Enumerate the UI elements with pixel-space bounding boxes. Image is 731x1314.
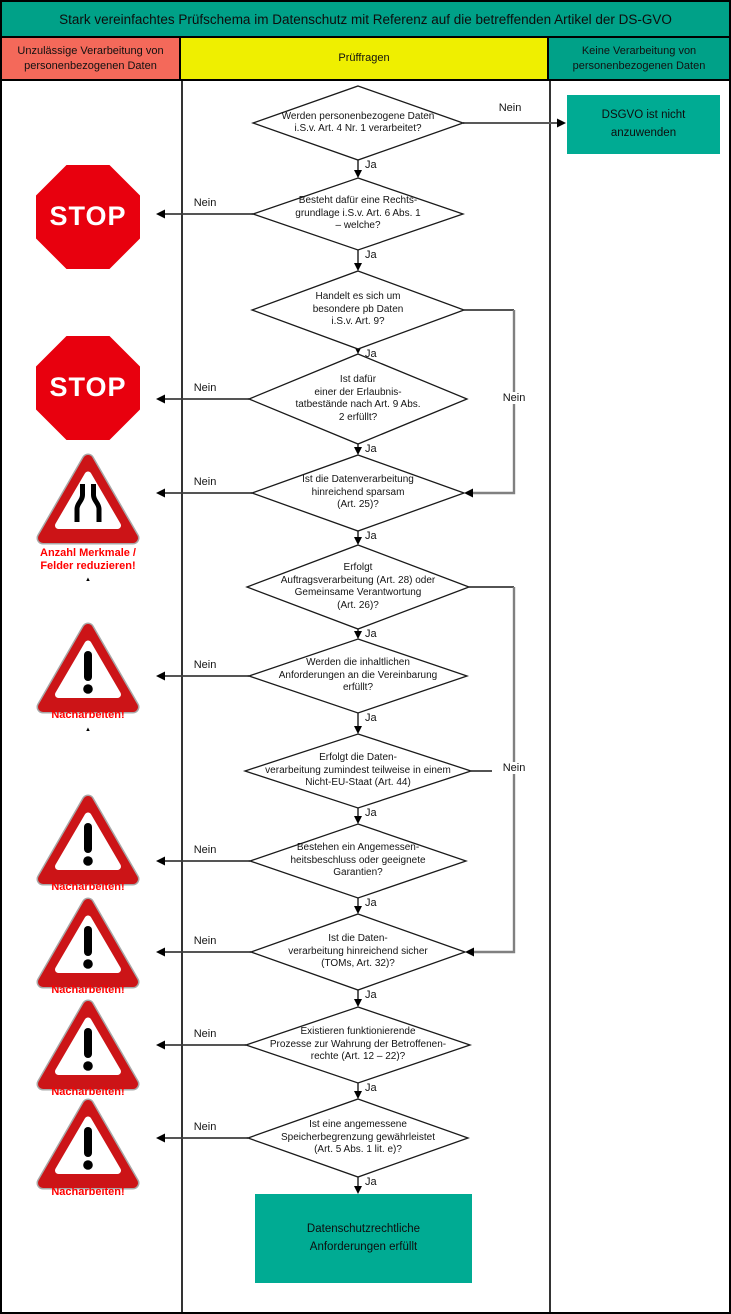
decision-diamond-q2 bbox=[253, 178, 463, 250]
text-line: Existieren funktionierende bbox=[300, 1026, 416, 1038]
terminal-dsgvo-line1: DSGVO ist nicht bbox=[601, 109, 686, 122]
spine-arrowhead bbox=[354, 170, 362, 178]
terminal-requirements-fulfilled bbox=[255, 1194, 472, 1283]
text-line: heitsbeschluss oder geeignete bbox=[290, 854, 426, 866]
column-header-right-line2: personenbezogenen Daten bbox=[572, 59, 706, 72]
decision-diamond-q3 bbox=[252, 271, 464, 349]
page-title: Stark vereinfachtes Prüfschema im Datenschutz mit Referenz auf die betreffenden Artikel der DS-GVO bbox=[2, 2, 729, 38]
text-line: Handelt es sich um bbox=[315, 291, 401, 303]
text-line: Ist die Daten- bbox=[328, 933, 388, 945]
ja-label-q2: Ja bbox=[365, 249, 377, 261]
text-line: Erfolgt bbox=[343, 562, 373, 573]
text-line: Anzahl Merkmale / bbox=[40, 547, 136, 559]
decision-diamond-q6 bbox=[247, 545, 469, 629]
text-line: Prozesse zur Wahrung der Betroffenen- bbox=[269, 1038, 447, 1050]
text-line: i.S.v. Art. 4 Nr. 1 verarbeitet? bbox=[294, 123, 422, 134]
text-line: Nacharbeiten! bbox=[51, 709, 125, 721]
column-header-middle: Prüffragen bbox=[181, 38, 549, 81]
spine-arrowhead bbox=[354, 263, 362, 271]
nein-label-bypass2: Nein bbox=[492, 762, 536, 774]
text-line: Garantien? bbox=[333, 867, 383, 879]
text-line: Gemeinsame Verantwortung bbox=[294, 587, 422, 598]
exclamation-icon-dot bbox=[83, 856, 93, 866]
decision-diamond-q9 bbox=[250, 824, 466, 898]
text-line: Werden die inhaltlichen bbox=[306, 657, 410, 669]
column-header-right-line1: Keine Verarbeitung von bbox=[581, 45, 697, 58]
terminal-fulfilled-line1: Datenschutzrechtliche bbox=[306, 1223, 421, 1236]
text-line: besondere pb Daten bbox=[312, 303, 404, 315]
text-line: Ist die Datenverarbeitung bbox=[302, 474, 414, 486]
ja-label-q11: Ja bbox=[365, 1082, 377, 1094]
spine-arrowhead bbox=[354, 906, 362, 914]
terminal-dsgvo-line2: anzuwenden bbox=[610, 126, 677, 139]
ja-label-q9: Ja bbox=[365, 897, 377, 909]
decision-diamond-q8 bbox=[245, 734, 471, 808]
text-line: 2 erfüllt? bbox=[338, 411, 378, 423]
q1-nein-arrowhead bbox=[557, 119, 566, 128]
sign-caption bbox=[3, 881, 173, 894]
column-header-left-line2: personenbezogenen Daten bbox=[24, 59, 157, 72]
nein-label-bypass1: Nein bbox=[492, 392, 536, 404]
text-line: erfüllt? bbox=[342, 682, 373, 694]
spine-arrowhead bbox=[354, 631, 362, 639]
spine-arrowhead bbox=[354, 537, 362, 545]
nein-label-q10: Nein bbox=[193, 935, 217, 947]
tiny-marker: ▲ bbox=[85, 727, 91, 733]
text-line: tatbestände nach Art. 9 Abs. bbox=[295, 399, 421, 410]
exclamation-icon-dot bbox=[83, 1061, 93, 1071]
exclamation-icon-dot bbox=[83, 959, 93, 969]
spine-arrowhead bbox=[354, 726, 362, 734]
sign-caption bbox=[3, 547, 173, 573]
decision-diamond-q12 bbox=[248, 1099, 468, 1177]
ja-label-q4: Ja bbox=[365, 443, 377, 455]
nein-label-q9: Nein bbox=[193, 844, 217, 856]
text-line: Nacharbeiten! bbox=[51, 1086, 125, 1098]
nein-arrowhead-q10 bbox=[156, 948, 165, 957]
decision-diamond-q1 bbox=[253, 86, 463, 160]
text-line: Erfolgt die Daten- bbox=[319, 752, 397, 764]
text-line: Ist eine angemessene bbox=[309, 1119, 407, 1131]
text-line: (TOMs, Art. 32)? bbox=[321, 958, 395, 970]
decision-diamond-q7 bbox=[249, 639, 467, 713]
nein-arrowhead-q7 bbox=[156, 672, 165, 681]
text-line: Bestehen ein Angemessen- bbox=[296, 842, 420, 854]
spine-arrowhead bbox=[354, 1186, 362, 1194]
decision-diamond-q10 bbox=[251, 914, 465, 990]
nein-label-q11: Nein bbox=[193, 1028, 217, 1040]
text-line: Auftragsverarbeitung (Art. 28) oder bbox=[280, 574, 436, 586]
nein-arrowhead-q5 bbox=[156, 489, 165, 498]
nein-label-q2: Nein bbox=[193, 197, 217, 209]
terminal-dsgvo-not-applicable bbox=[567, 95, 720, 154]
tiny-marker: ▲ bbox=[85, 577, 91, 583]
text-line: – welche? bbox=[335, 220, 381, 232]
sign-caption bbox=[3, 1186, 173, 1199]
nein-arrowhead-q11 bbox=[156, 1041, 165, 1050]
text-line: Besteht dafür eine Rechts- bbox=[298, 195, 418, 207]
decision-diamond-q4 bbox=[249, 354, 467, 444]
nein-arrowhead-q4 bbox=[156, 395, 165, 404]
ja-label-q3: Ja bbox=[365, 348, 377, 360]
exclamation-icon-dot bbox=[83, 1160, 93, 1170]
nein-label-q4: Nein bbox=[193, 382, 217, 394]
text-line: hinreichend sparsam bbox=[311, 486, 405, 498]
text-line: Felder reduzieren! bbox=[40, 560, 136, 572]
text-line: Nacharbeiten! bbox=[51, 984, 125, 996]
text-line: (Art. 5 Abs. 1 lit. e)? bbox=[314, 1144, 402, 1156]
ja-label-q7: Ja bbox=[365, 712, 377, 724]
text-line: verarbeitung zumindest teilweise in einem bbox=[265, 764, 451, 776]
nein-label-q1: Nein bbox=[498, 102, 522, 114]
spine-arrowhead bbox=[354, 447, 362, 455]
text-line: Ist dafür bbox=[339, 374, 377, 385]
text-line: i.S.v. Art. 9? bbox=[331, 316, 385, 328]
spine-arrowhead bbox=[354, 999, 362, 1007]
ja-label-q10: Ja bbox=[365, 989, 377, 1001]
text-line: Anforderungen an die Vereinbarung bbox=[278, 669, 438, 681]
decision-diamond-q11 bbox=[246, 1007, 470, 1083]
ja-label-q8: Ja bbox=[365, 807, 377, 819]
terminal-fulfilled-line2: Anforderungen erfüllt bbox=[309, 1240, 418, 1253]
text-line: (Art. 25)? bbox=[337, 499, 379, 511]
ja-label-q5: Ja bbox=[365, 530, 377, 542]
text-line: Nicht-EU-Staat (Art. 44) bbox=[305, 777, 411, 789]
column-header-left-line1: Unzulässige Verarbeitung von bbox=[17, 45, 164, 58]
sign-caption bbox=[3, 1086, 173, 1099]
text-line: Nacharbeiten! bbox=[51, 1186, 125, 1198]
nein-arrowhead-q12 bbox=[156, 1134, 165, 1143]
sign-caption bbox=[3, 709, 173, 722]
text-line: Werden personenbezogene Daten bbox=[281, 110, 435, 122]
ja-label-q1: Ja bbox=[365, 159, 377, 171]
spine-arrowhead bbox=[354, 816, 362, 824]
nein-arrowhead-q2 bbox=[156, 210, 165, 219]
text-line: (Art. 26)? bbox=[337, 599, 379, 611]
text-line: Speicherbegrenzung gewährleistet bbox=[281, 1131, 435, 1143]
nein-label-q7: Nein bbox=[193, 659, 217, 671]
nein-arrowhead-q9 bbox=[156, 857, 165, 866]
text-line: rechte (Art. 12 – 22)? bbox=[310, 1051, 406, 1063]
text-line: Nacharbeiten! bbox=[51, 881, 125, 893]
exclamation-icon-dot bbox=[83, 684, 93, 694]
text-line: einer der Erlaubnis- bbox=[314, 386, 402, 398]
ja-label-q6: Ja bbox=[365, 628, 377, 640]
nein-label-q12: Nein bbox=[193, 1121, 217, 1133]
stop-sign-label: STOP bbox=[49, 372, 127, 402]
nein-label-q5: Nein bbox=[193, 476, 217, 488]
sign-caption bbox=[3, 984, 173, 997]
ja-label-q12: Ja bbox=[365, 1176, 377, 1188]
spine-arrowhead bbox=[354, 1091, 362, 1099]
text-line: grundlage i.S.v. Art. 6 Abs. 1 bbox=[295, 207, 421, 219]
stop-sign-label: STOP bbox=[49, 201, 127, 231]
text-line: verarbeitung hinreichend sicher bbox=[288, 945, 428, 957]
decision-diamond-q5 bbox=[252, 455, 464, 531]
